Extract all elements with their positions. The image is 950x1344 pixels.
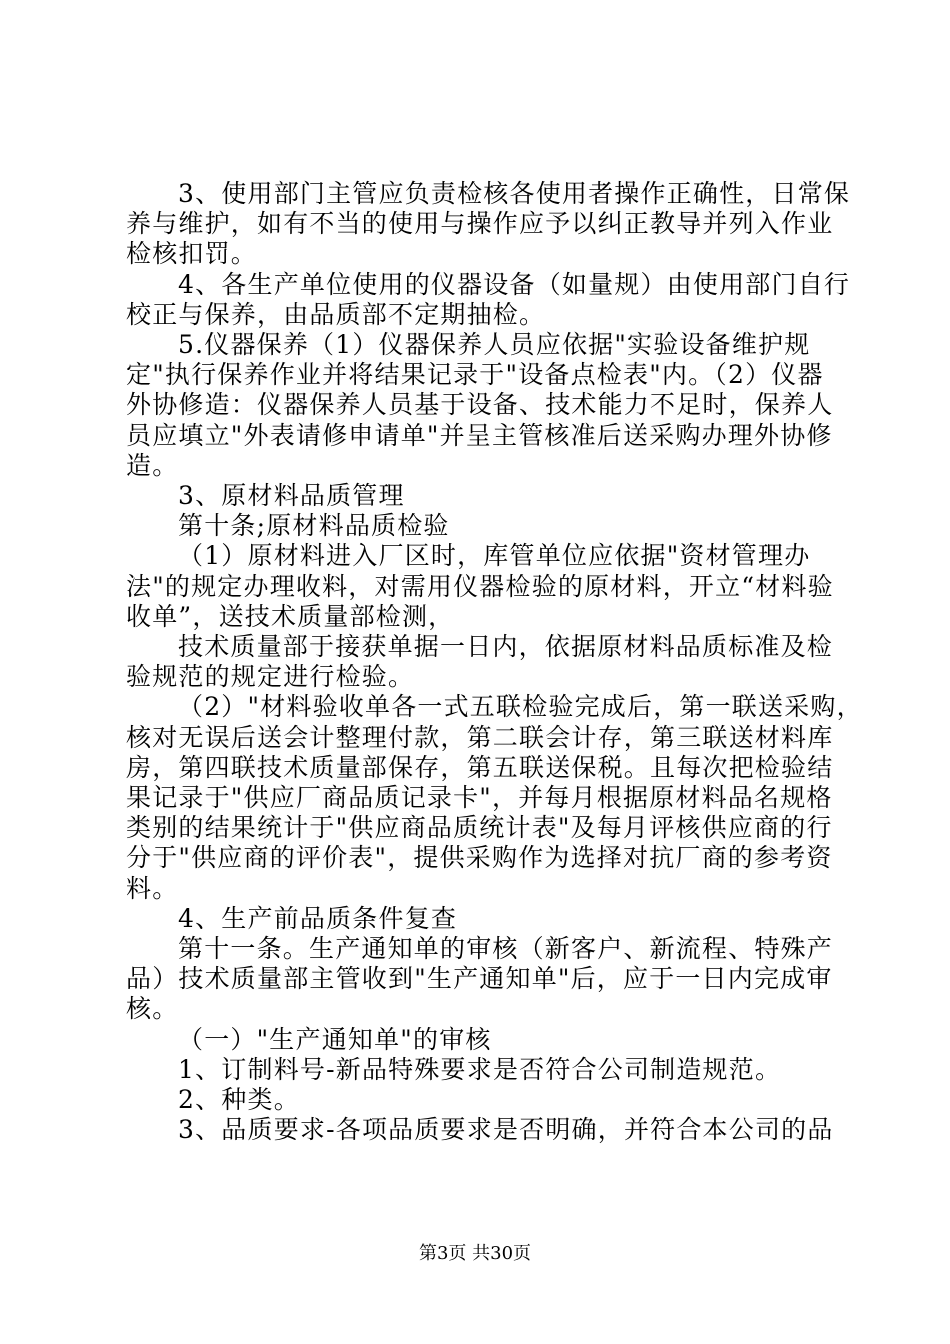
text-line: 造。 [126, 450, 179, 480]
list-item: 3、品质要求-各项品质要求是否明确，并符合本公司的品 [178, 1115, 834, 1145]
text-line: 果记录于"供应厂商品质记录卡"，并每月根据原材料品名规格 [126, 783, 833, 812]
text-line: 养与维护，如有不当的使用与操作应予以纠正教导并列入作业 [126, 209, 834, 239]
subsection-heading: （一）"生产通知单"的审核 [178, 1024, 492, 1054]
text-line: 核。 [126, 994, 179, 1024]
text-line: 员应填立"外表请修申请单"并呈主管核准后送采购办理外协修 [126, 420, 833, 450]
text-line: 校正与保养，由品质部不定期抽检。 [126, 299, 546, 329]
text-line: 定"执行保养作业并将结果记录于"设备点检表"内。（2）仪器 [126, 360, 824, 390]
text-line: 技术质量部于接获单据一日内，依据原材料品质标准及检 [178, 632, 834, 661]
text-line: 5.仪器保养（1）仪器保养人员应依据"实验设备维护规 [178, 330, 811, 359]
text-line: （2）"材料验收单各一式五联检验完成后，第一联送采购， [178, 692, 863, 722]
section-heading: 4、生产前品质条件复查 [178, 903, 458, 933]
list-item: 1、订制料号-新品特殊要求是否符合公司制造规范。 [178, 1054, 782, 1084]
text-line: 第十一条。生产通知单的审核（新客户、新流程、特殊产 [178, 934, 834, 963]
article-heading: 第十条;原材料品质检验 [178, 511, 450, 541]
text-line: 类别的结果统计于"供应商品质统计表"及每月评核供应商的行 [126, 813, 833, 843]
text-line: （1）原材料进入厂区时，库管单位应依据"资材管理办 [178, 541, 811, 571]
text-line: 验规范的规定进行检验。 [126, 662, 415, 692]
section-heading: 3、原材料品质管理 [178, 481, 405, 510]
text-line: 料。 [126, 873, 179, 903]
text-line: 4、各生产单位使用的仪器设备（如量规）由使用部门自行 [178, 269, 851, 299]
text-line: 房，第四联技术质量部保存，第五联送保税。且每次把检验结 [126, 752, 834, 782]
text-line: 外协修造：仪器保养人员基于设备、技术能力不足时，保养人 [126, 390, 834, 420]
text-line: 3、使用部门主管应负责检核各使用者操作正确性，日常保 [178, 179, 851, 208]
text-line: 分于"供应商的评价表"，提供采购作为选择对抗厂商的参考资 [126, 843, 833, 873]
text-line: 品）技术质量部主管收到"生产通知单"后，应于一日内完成审 [126, 964, 833, 994]
text-line: 检核扣罚。 [126, 239, 258, 269]
page-footer: 第3页 共30页 [418, 1243, 532, 1264]
list-item: 2、种类。 [178, 1085, 300, 1114]
text-line: 法"的规定办理收料，对需用仪器检验的原材料，开立“材料验 [126, 571, 834, 601]
text-line: 核对无误后送会计整理付款，第二联会计存，第三联送材料库 [126, 722, 834, 752]
text-line: 收单”，送技术质量部检测， [126, 601, 455, 631]
